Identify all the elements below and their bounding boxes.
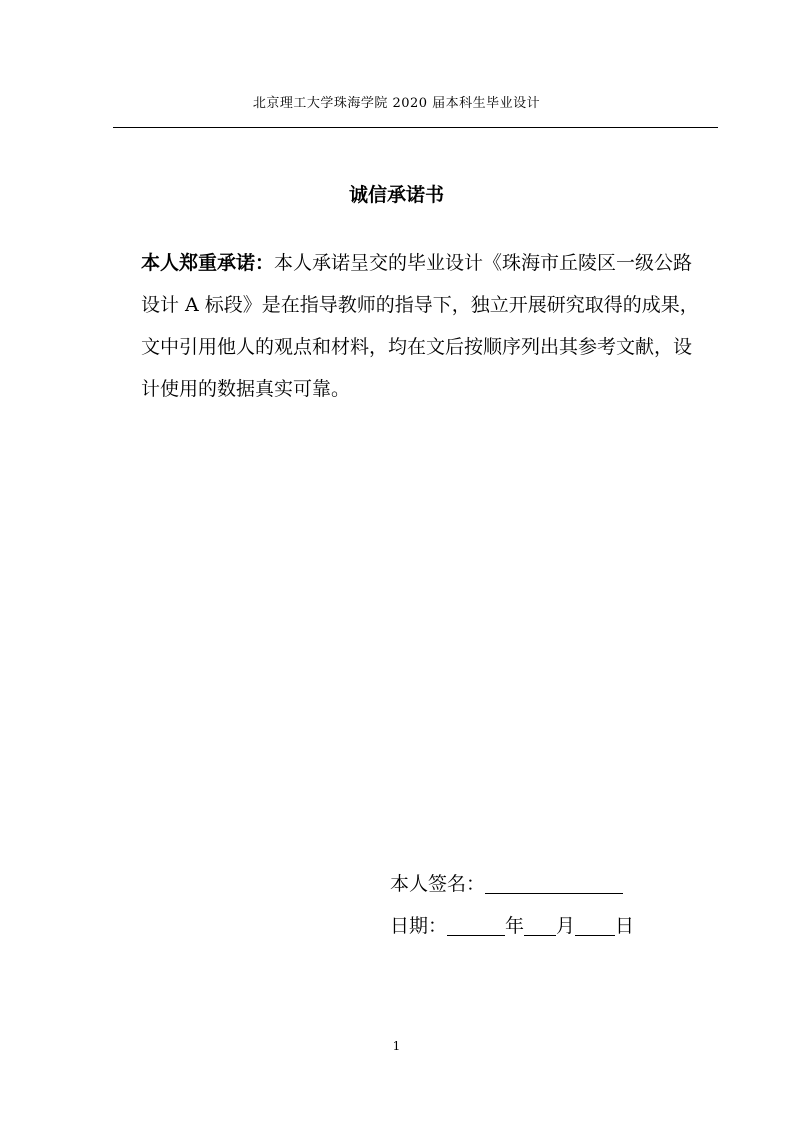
signature-label: 本人签名： (390, 873, 486, 895)
pledge-body: 本人承诺呈交的毕业设计《珠海市丘陵区一级公路设计 A 标段》是在指导教师的指导下，独立开展研究取得的成果，文中引用他人的观点和材料，均在文后按顺序列出其参考文献，设计使用的数据真实可靠。 (141, 252, 699, 400)
pledge-paragraph (141, 242, 701, 410)
signature-blank (485, 873, 623, 894)
day-label: 日 (615, 915, 635, 937)
date-line (390, 911, 634, 938)
pledge-lead: 本人郑重承诺： (141, 252, 275, 274)
date-label: 日期： (390, 915, 448, 937)
month-blank (524, 915, 556, 936)
month-label: 月 (556, 915, 576, 937)
document-title: 诚信承诺书 (348, 184, 444, 206)
day-blank (575, 915, 615, 936)
year-blank (447, 915, 505, 936)
year-label: 年 (505, 915, 525, 937)
page-number: 1 (392, 1039, 401, 1053)
signature-line (390, 869, 623, 896)
running-header: 北京理工大学珠海学院 2020 届本科生毕业设计 (252, 96, 541, 111)
header-divider (113, 127, 718, 128)
